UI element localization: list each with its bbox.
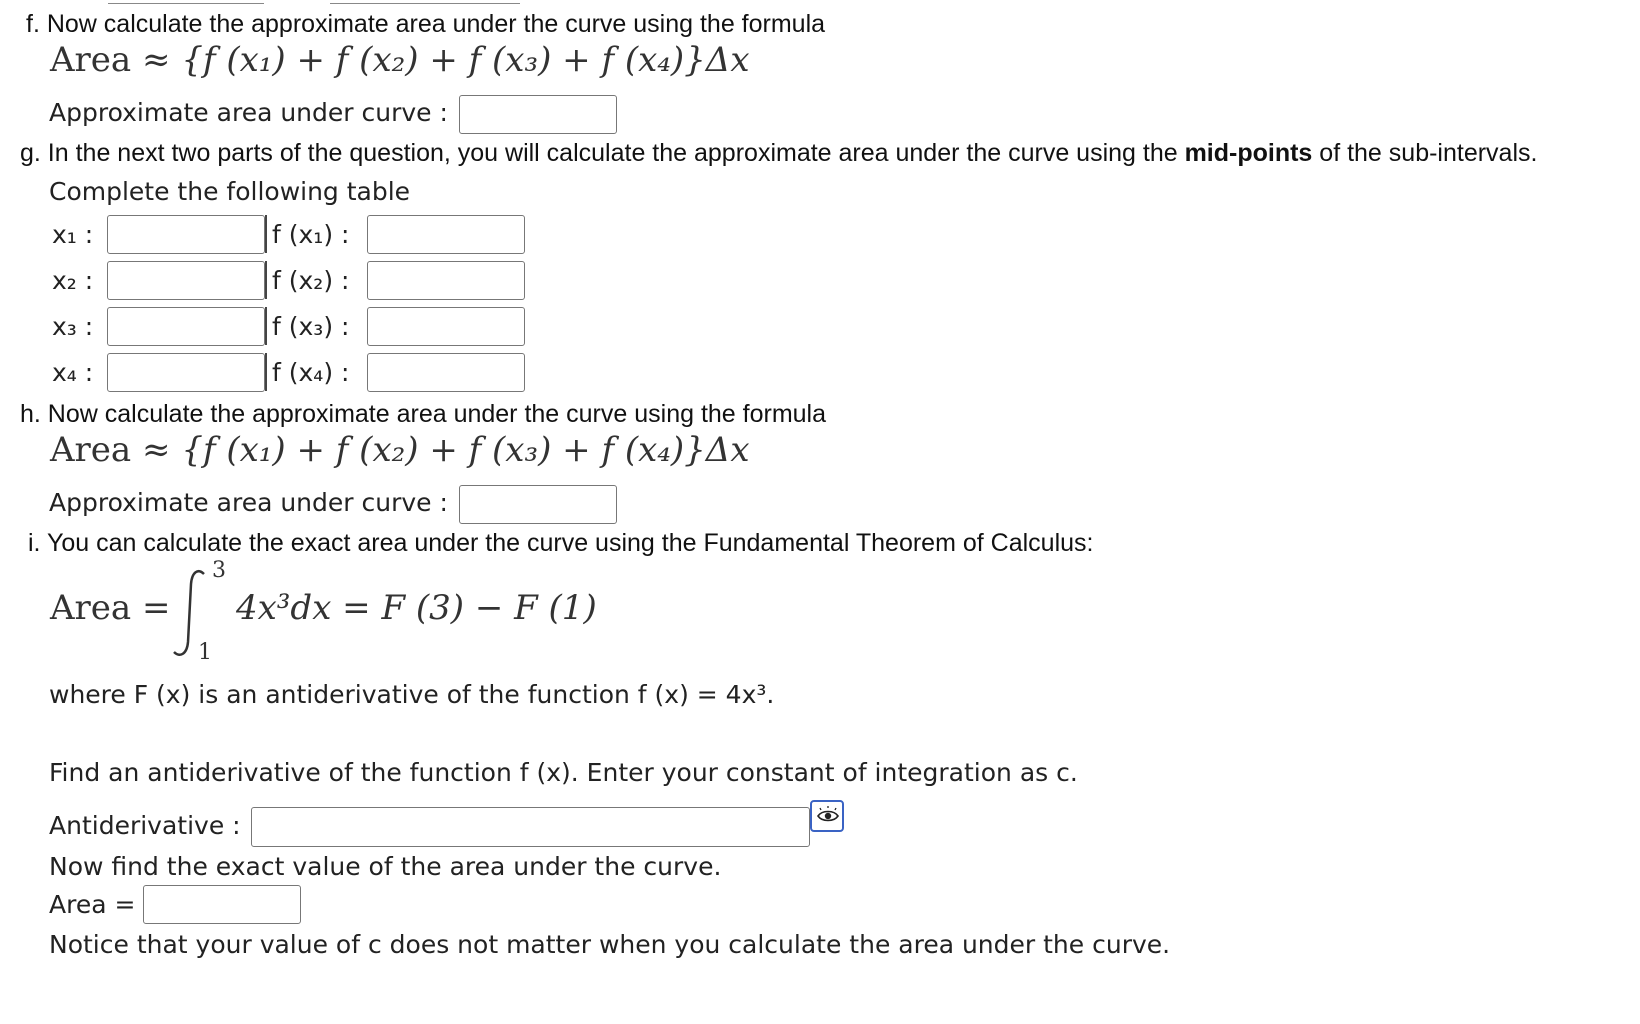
approx-symbol: ≈ bbox=[142, 430, 171, 470]
exact-area-input[interactable] bbox=[143, 885, 301, 924]
part-f-label: f. Now calculate the approximate area under the curve using the formula bbox=[26, 10, 826, 38]
part-g-label-post: of the sub-intervals. bbox=[1312, 139, 1538, 167]
row-divider bbox=[265, 353, 267, 391]
f-x4-label: f (x₄) : bbox=[272, 358, 350, 387]
antiderivative-note: where F (x) is an antiderivative of the function f (x) = 4x³. bbox=[49, 680, 775, 709]
formula-lhs: Area bbox=[50, 40, 132, 80]
integral-upper-limit: 3 bbox=[212, 558, 226, 583]
antiderivative-input[interactable] bbox=[251, 807, 810, 847]
find-instruction: Find an antiderivative of the function f (x). Enter your constant of integration as c. bbox=[49, 758, 1078, 787]
eye-icon bbox=[813, 802, 843, 830]
x3-input[interactable] bbox=[107, 307, 265, 346]
f-x1-label: f (x₁) : bbox=[272, 220, 350, 249]
formula-lhs: Area bbox=[50, 430, 132, 470]
row-divider bbox=[265, 261, 267, 299]
part-g-label-bold: mid-points bbox=[1184, 139, 1313, 167]
part-h-answer-label: Approximate area under curve : bbox=[49, 488, 448, 517]
area-label: Area = bbox=[49, 890, 136, 919]
x2-input[interactable] bbox=[107, 261, 265, 300]
part-g-label-pre: g. In the next two parts of the question, you will calculate the approximate area under the curve using the bbox=[20, 139, 1185, 167]
part-f-area-input[interactable] bbox=[459, 95, 617, 134]
f-x4-input[interactable] bbox=[367, 353, 525, 392]
part-h-label: h. Now calculate the approximate area under the curve using the formula bbox=[20, 400, 827, 428]
f-x2-input[interactable] bbox=[367, 261, 525, 300]
f-x3-input[interactable] bbox=[367, 307, 525, 346]
table-instruction: Complete the following table bbox=[49, 177, 411, 206]
integrand bbox=[236, 588, 597, 628]
x2-label: x₂ : bbox=[52, 266, 94, 295]
part-h-formula bbox=[50, 430, 750, 470]
f-x2-label: f (x₂) : bbox=[272, 266, 350, 295]
notice-text: Notice that your value of c does not matter when you calculate the area under the curve. bbox=[49, 930, 1171, 959]
part-g-label bbox=[20, 139, 1537, 168]
row-divider bbox=[265, 307, 267, 345]
approx-symbol: ≈ bbox=[142, 40, 171, 80]
x1-label: x₁ : bbox=[52, 220, 94, 249]
part-f-answer-label: Approximate area under curve : bbox=[49, 98, 448, 127]
integrand-expression: 4x³dx = F (3) − F (1) bbox=[236, 588, 597, 628]
part-h-area-input[interactable] bbox=[459, 485, 617, 524]
formula-rhs: {f (x₁) + f (x₂) + f (x₃) + f (x₄)}Δx bbox=[181, 40, 750, 80]
part-i-label: i. You can calculate the exact area under the curve using the Fundamental Theorem of Calculus: bbox=[28, 529, 1094, 557]
x4-label: x₄ : bbox=[52, 358, 94, 387]
f-x3-label: f (x₃) : bbox=[272, 312, 350, 341]
antiderivative-label: Antiderivative : bbox=[49, 811, 241, 840]
x3-label: x₃ : bbox=[52, 312, 94, 341]
cropped-box-edge-left bbox=[108, 0, 264, 4]
math-preview-button[interactable] bbox=[810, 800, 844, 832]
part-f-formula bbox=[50, 40, 750, 80]
cropped-box-edge-right bbox=[330, 0, 520, 4]
formula-rhs: {f (x₁) + f (x₂) + f (x₃) + f (x₄)}Δx bbox=[181, 430, 750, 470]
f-x1-input[interactable] bbox=[367, 215, 525, 254]
x4-input[interactable] bbox=[107, 353, 265, 392]
integral-lower-limit: 1 bbox=[198, 640, 212, 665]
integral-lhs: Area = bbox=[50, 588, 171, 628]
exact-instruction: Now find the exact value of the area under the curve. bbox=[49, 852, 722, 881]
x1-input[interactable] bbox=[107, 215, 265, 254]
row-divider bbox=[265, 215, 267, 253]
